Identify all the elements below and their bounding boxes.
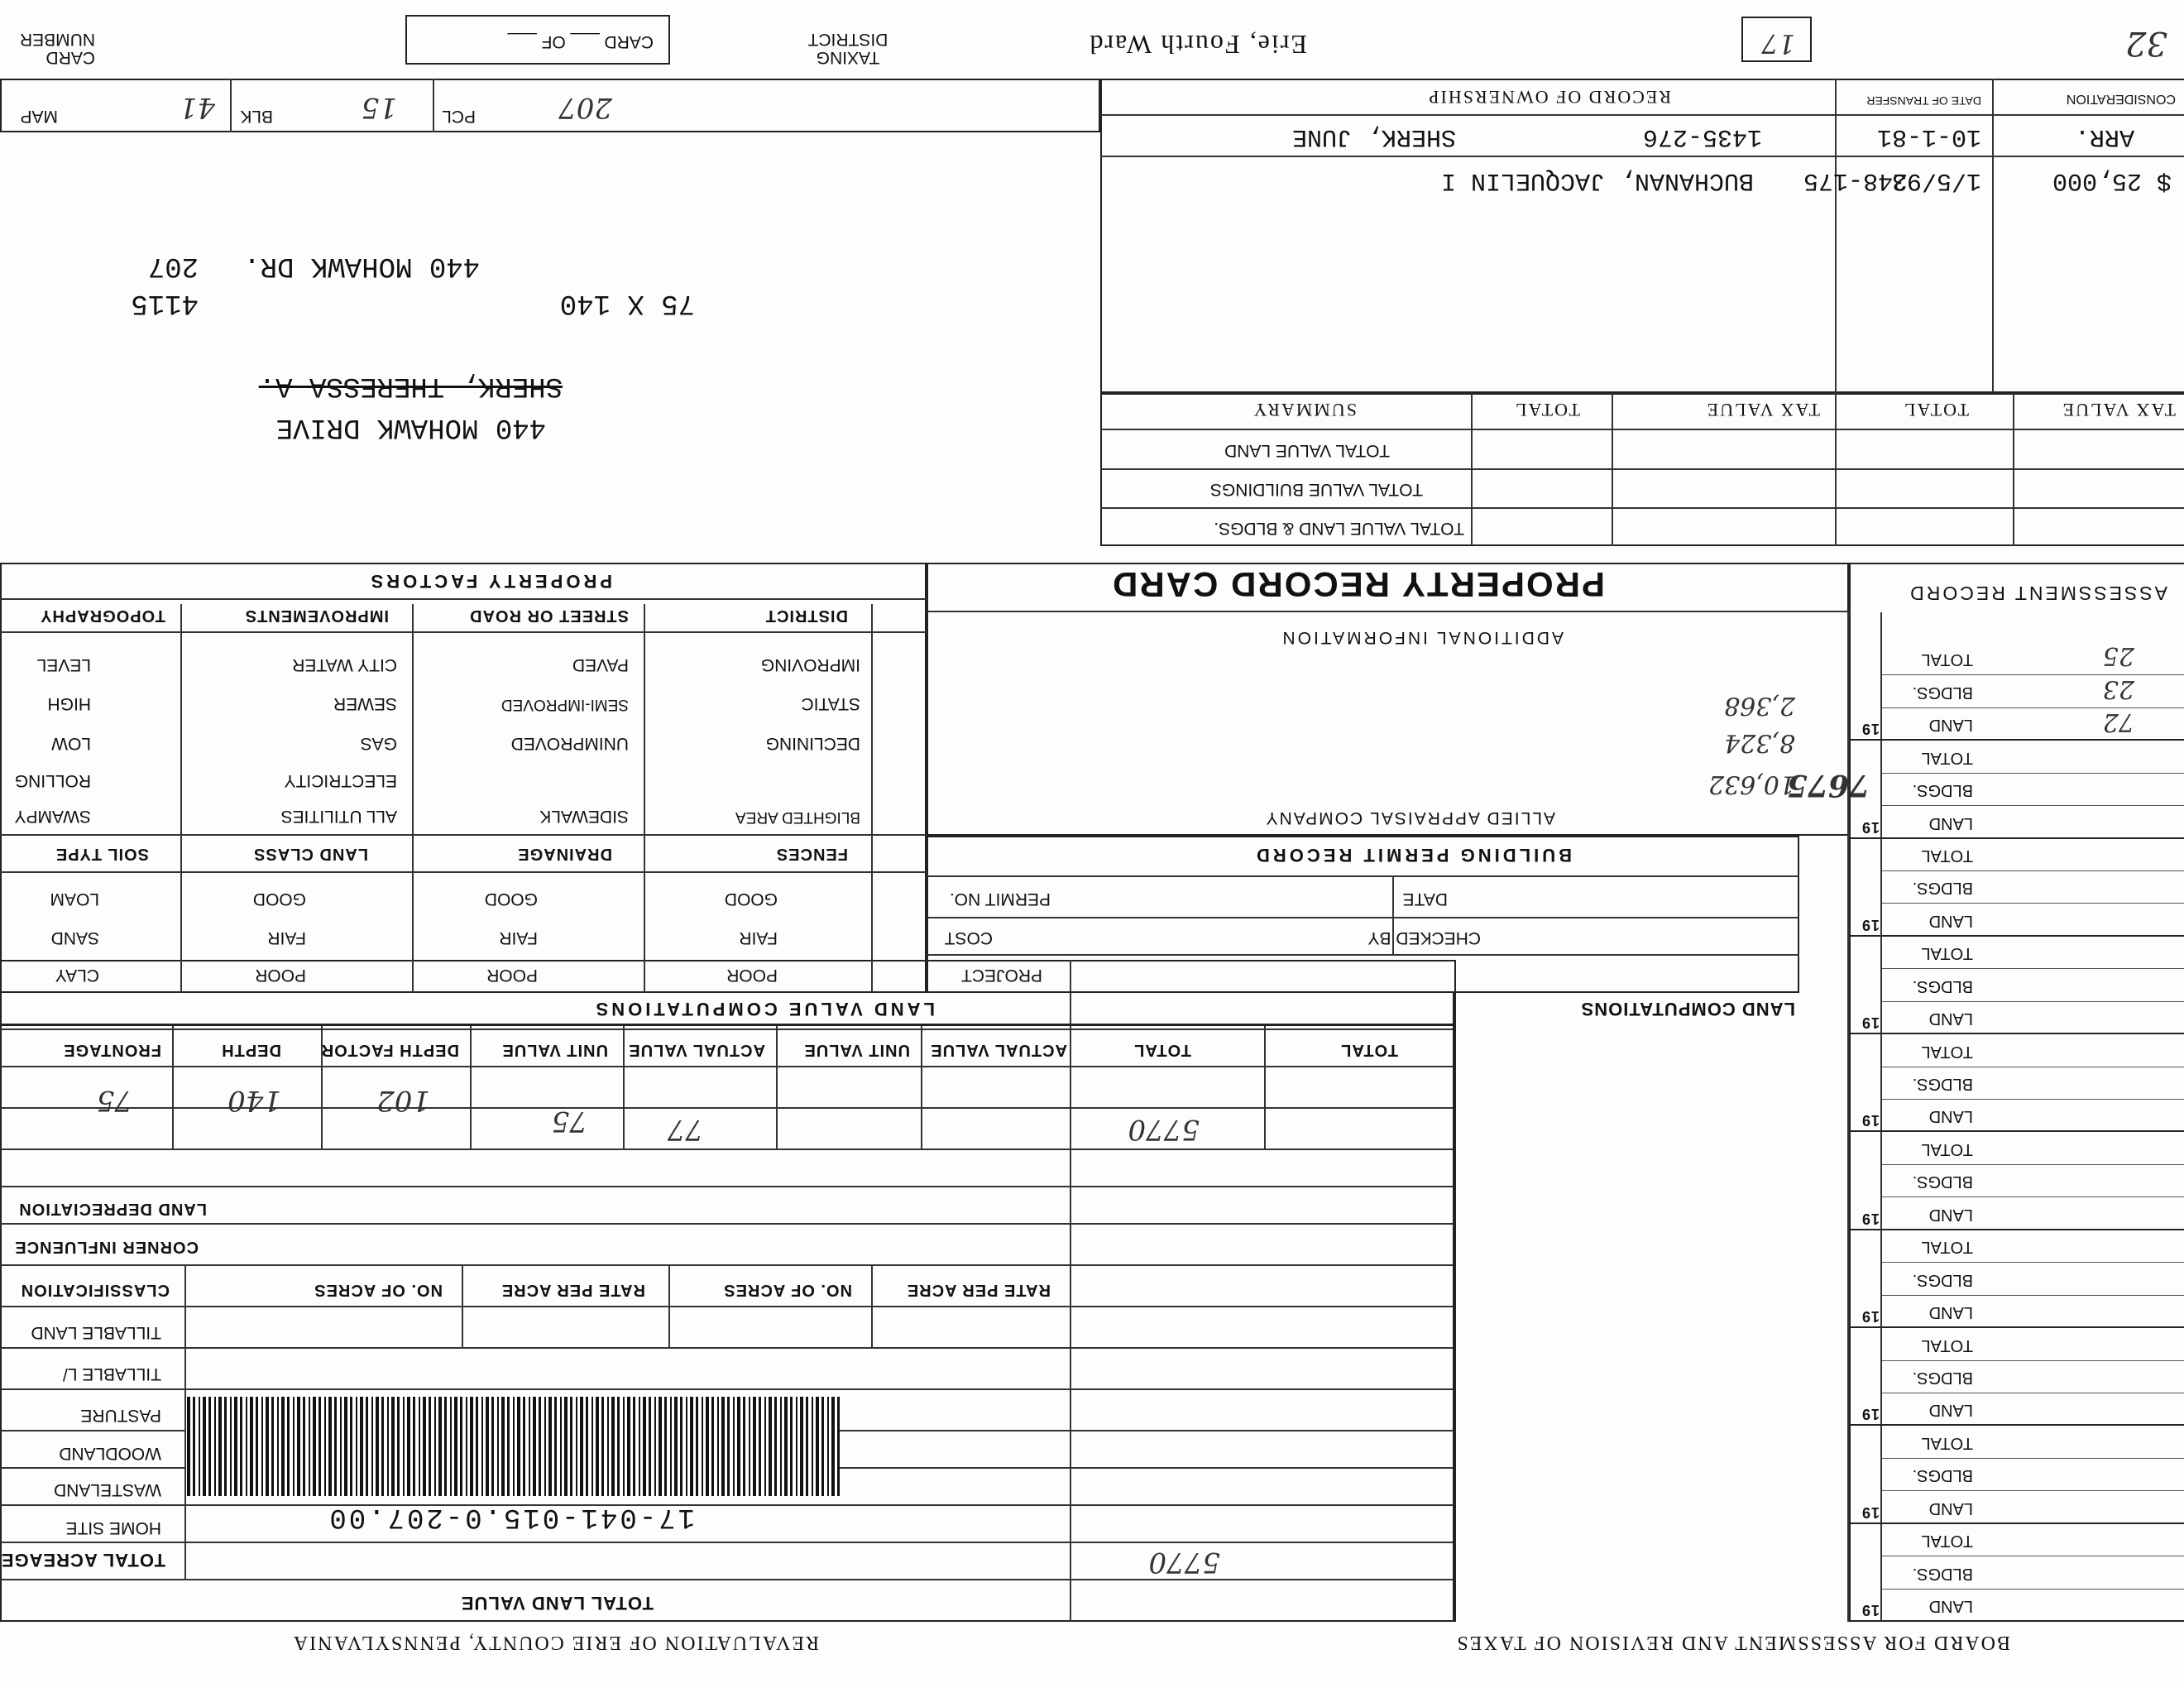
imp-electricity: ELECTRICITY: [284, 771, 397, 790]
topo-level: LEVEL: [36, 655, 91, 674]
assessment-row-label: LAND: [1928, 1303, 1973, 1322]
acres-header-2: NO. OF ACRES: [723, 1281, 852, 1299]
assessment-row-label: TOTAL: [1921, 1532, 1973, 1551]
summary-total-value-land-bldgs: TOTAL VALUE LAND & BLDGS.: [1214, 519, 1464, 538]
street-label: STREET OR ROAD: [469, 607, 629, 625]
assessment-row-line: [1882, 968, 2184, 969]
assessment-block-separator: [1849, 935, 2184, 937]
total-land-value-hw: 5770: [1148, 1546, 1220, 1579]
owner-entry-1-consideration: $ 25,000: [2052, 166, 2172, 194]
assessment-row-label: BLDGS.: [1912, 879, 1973, 898]
assessment-row-line: [1882, 1589, 2184, 1590]
assessment-row-line: [1882, 1295, 2184, 1296]
assessment-row-line: [1882, 773, 2184, 774]
assessment-row-label: LAND: [1928, 911, 1973, 930]
assessment-row-label: BLDGS.: [1912, 1075, 1973, 1094]
assessment-block-separator: [1849, 837, 2184, 839]
assessment-year-prefix: 19: [1861, 916, 1880, 933]
assessment-row-line: [1882, 1262, 2184, 1263]
parcel-id: 17-041-015.0-207.00: [327, 1501, 695, 1532]
hw-side-value: 7675: [1786, 768, 1870, 803]
hw-value-bldgs: 8,324: [1724, 728, 1795, 757]
allied-label: ALLIED APPRAISAL COMPANY: [1264, 808, 1555, 827]
owner-entry-2-consideration: ARR.: [2074, 122, 2134, 151]
card-number-label: CARD NUMBER: [19, 30, 95, 67]
parcel-number: 207: [147, 250, 199, 281]
row-pasture: PASTURE: [80, 1406, 161, 1425]
assessment-row-line: [1882, 1196, 2184, 1197]
permit-no-label: PERMIT NO.: [949, 890, 1051, 909]
assessment-row-label: LAND: [1928, 1009, 1973, 1029]
summary-tax-value-header-2: TAX VALUE: [2061, 400, 2176, 420]
imp-sewer: SEWER: [333, 694, 397, 713]
unit-value-header-2: UNIT VALUE: [803, 1041, 910, 1059]
assessment-row-line: [1882, 1001, 2184, 1002]
classification-header: CLASSIFICATION: [20, 1281, 170, 1299]
assessment-year-prefix: 19: [1861, 1406, 1880, 1423]
assessment-row-line: [1882, 1458, 2184, 1459]
taxing-district-label: TAXING DISTRICT: [807, 30, 888, 67]
assessment-row-label: BLDGS.: [1912, 683, 1973, 702]
taxing-district-value: Erie, Fourth Ward: [1088, 30, 1307, 60]
total-land-value-label: TOTAL LAND VALUE: [460, 1593, 654, 1614]
row-tillable-l: TILLABLE L/: [62, 1364, 161, 1383]
drainage-good: GOOD: [484, 890, 538, 909]
assessment-row-label: BLDGS.: [1912, 976, 1973, 995]
assessment-row-label: TOTAL: [1921, 1336, 1973, 1355]
actual-value-header: ACTUAL VALUE: [628, 1041, 765, 1059]
owner-entry-2-book: 1435-276: [1642, 122, 1762, 151]
ownership-title: RECORD OF OWNERSHIP: [1427, 87, 1671, 108]
assessment-row-label: BLDGS.: [1912, 1368, 1973, 1387]
assessment-block-separator: [1849, 1424, 2184, 1426]
acres-header-1: NO. OF ACRES: [314, 1281, 443, 1299]
row-wasteland: WASTELAND: [54, 1480, 161, 1499]
map-blk-pcl-row: [0, 79, 1100, 132]
rate-header-2: RATE PER ACRE: [906, 1281, 1051, 1299]
assessment-record-label: ASSESSMENT RECORD: [1908, 583, 2167, 604]
assessment-block-separator: [1849, 1131, 2184, 1133]
assessment-year-prefix: 19: [1861, 1503, 1880, 1521]
district-label: DISTRICT: [764, 607, 848, 625]
hw-assess-total: 25: [2102, 641, 2134, 670]
depth-value: 140: [228, 1084, 281, 1117]
assessment-year-prefix: 19: [1861, 1308, 1880, 1326]
summary-total-value-land: TOTAL VALUE LAND: [1224, 441, 1390, 460]
topography-label: TOPOGRAPHY: [40, 607, 165, 625]
additional-info-label: ADDITIONAL INFORMATION: [1280, 628, 1564, 647]
owner-entry-1-book: 248-175: [1803, 166, 1909, 194]
card-of-label: CARD ___ OF ___: [507, 32, 654, 51]
assessment-row-label: BLDGS.: [1912, 1466, 1973, 1485]
row-home-site: HOME SITE: [65, 1518, 161, 1537]
district-box-value: 17: [1761, 28, 1795, 60]
frontage-value: 75: [96, 1084, 132, 1117]
assessment-row-label: BLDGS.: [1912, 1270, 1973, 1289]
assessment-row-line: [1882, 1490, 2184, 1491]
row-tillable-land: TILLABLE LAND: [31, 1323, 161, 1342]
assessment-row-label: TOTAL: [1921, 1238, 1973, 1257]
map-value: 41: [179, 91, 215, 124]
property-record-card-title: PROPERTY RECORD CARD: [1111, 565, 1605, 604]
hw-value-land: 2,368: [1724, 691, 1795, 720]
assessment-year-prefix: 19: [1861, 818, 1880, 836]
drainage-fair: FAIR: [499, 928, 538, 947]
property-factors-title: PROPERTY FACTORS: [367, 571, 612, 592]
owner-entry-2-name: SHERK, JUNE: [1291, 122, 1456, 151]
district-declining: DECLINING: [765, 734, 860, 753]
assessment-block-separator: [1849, 739, 2184, 741]
assessment-row-label: TOTAL: [1921, 944, 1973, 963]
assessment-row-label: BLDGS.: [1912, 1172, 1973, 1192]
actual-value-header-2: ACTUAL VALUE: [930, 1041, 1067, 1059]
land-depreciation-label: LAND DEPRECIATION: [18, 1200, 207, 1218]
board-title: BOARD FOR ASSESSMENT AND REVISION OF TAXES: [1455, 1632, 2010, 1653]
assessment-row-line: [1882, 903, 2184, 904]
assessment-row-label: TOTAL: [1921, 748, 1973, 767]
topo-low: LOW: [51, 734, 91, 753]
assessment-row-line: [1882, 1360, 2184, 1361]
soil-clay: CLAY: [55, 966, 99, 985]
assessment-row-line: [1882, 1099, 2184, 1100]
improvements-label: IMPROVEMENTS: [244, 607, 389, 625]
fences-good: GOOD: [724, 890, 778, 909]
imp-all-utilities: ALL UTILITIES: [280, 807, 397, 826]
pcl-value: 207: [558, 91, 612, 124]
map-label: MAP: [20, 107, 58, 126]
hw-value-total: 10,632: [1708, 770, 1795, 798]
assessment-row-label: TOTAL: [1921, 650, 1973, 669]
assessment-row-label: TOTAL: [1921, 846, 1973, 866]
summary-total-header-1: TOTAL: [1514, 400, 1580, 420]
assessment-block-separator: [1849, 1620, 2184, 1622]
land-comp-divider: [1453, 993, 1456, 1622]
assessment-row-label: BLDGS.: [1912, 781, 1973, 800]
fences-poor: POOR: [726, 966, 778, 985]
pcl-label: PCL: [442, 107, 476, 126]
fences-fair: FAIR: [739, 928, 778, 947]
blk-value: 15: [361, 91, 397, 124]
assessment-row-line: [1882, 870, 2184, 871]
building-permit-title: BUILDING PERMIT RECORD: [1253, 845, 1572, 866]
hw-assess-land: 72: [2102, 707, 2134, 736]
assessment-row-line: [1882, 707, 2184, 708]
permit-cost-label: COST: [944, 928, 993, 947]
land-class-label: LAND CLASS: [253, 845, 368, 863]
district-improving: IMPROVING: [760, 655, 860, 674]
ward-code: 4115: [131, 287, 199, 319]
assessment-row-label: LAND: [1928, 1597, 1973, 1615]
assessment-row-label: TOTAL: [1921, 1042, 1973, 1061]
owner-name: SHERK, THERESSA A.: [258, 370, 563, 401]
row-woodland: WOODLAND: [59, 1444, 161, 1463]
street-paved: PAVED: [572, 655, 629, 674]
drainage-label: DRAINAGE: [517, 845, 612, 863]
topo-rolling: ROLLING: [14, 771, 91, 790]
imp-city-water: CITY WATER: [292, 655, 397, 674]
assessment-row-label: LAND: [1928, 1401, 1973, 1420]
soil-loam: LOAM: [50, 890, 99, 909]
district-static: STATIC: [801, 694, 860, 713]
assessment-year-prefix: 19: [1861, 1210, 1880, 1227]
owner-entry-1-name: BUCHANAN, JACQUELIN I: [1440, 166, 1754, 194]
topo-swampy: SWAMPY: [14, 807, 91, 826]
consideration-label: CONSIDERATION: [2066, 92, 2176, 106]
assessment-year-prefix: 19: [1861, 1602, 1880, 1618]
hw-assess-bldgs: 23: [2102, 674, 2134, 703]
assessment-block-separator: [1849, 1326, 2184, 1328]
assessment-block-separator: [1849, 1033, 2184, 1034]
owner-entry-1-date: 1/5/93: [1891, 166, 1981, 194]
frontage-header: FRONTAGE: [63, 1041, 161, 1059]
summary-total-value-buildings: TOTAL VALUE BUILDINGS: [1209, 480, 1423, 499]
permit-project-label: PROJECT: [960, 966, 1042, 985]
assessment-row-label: LAND: [1928, 1499, 1973, 1518]
assessment-block-separator: [1849, 1523, 2184, 1524]
street-semi-improved: SEMI-IMPROVED: [500, 696, 629, 713]
blk-label: BLK: [240, 107, 273, 126]
assessment-row-label: BLDGS.: [1912, 1564, 1973, 1583]
imp-gas: GAS: [360, 734, 397, 753]
depth-factor-value: 102: [376, 1084, 430, 1117]
date-of-transfer-label: DATE OF TRANSFER: [1866, 94, 1981, 108]
owner-entry-2-date: 10-1-81: [1876, 122, 1981, 151]
assessment-row-line: [1882, 805, 2184, 806]
drainage-poor: POOR: [486, 966, 538, 985]
revaluation-title: REVALUATION OF ERIE COUNTY, PENNSYLVANIA: [291, 1632, 819, 1653]
assessment-row-label: TOTAL: [1921, 1433, 1973, 1452]
assessment-block-separator: [1849, 1229, 2184, 1230]
unit-value-value: 75: [551, 1105, 587, 1138]
checked-by-label: CHECKED BY: [1367, 928, 1481, 947]
owner-address: 440 MOHAWK DRIVE: [275, 411, 546, 443]
assessment-row-label: LAND: [1928, 1107, 1973, 1126]
computations-title: LAND VALUE COMPUTATIONS: [592, 999, 935, 1019]
total-header-2: TOTAL: [1340, 1041, 1398, 1059]
rate-header-1: RATE PER ACRE: [500, 1281, 645, 1299]
soil-type-label: SOIL TYPE: [55, 845, 149, 863]
total-acreage-label: TOTAL ACREAGE: [0, 1550, 165, 1571]
permit-date-label: DATE: [1402, 890, 1448, 909]
street-sidewalk: SIDEWALK: [539, 807, 629, 826]
street-unimproved: UNIMPROVED: [510, 734, 629, 753]
assessment-row-label: LAND: [1928, 1205, 1973, 1224]
assessment-year-prefix: 19: [1861, 1112, 1880, 1129]
actual-value-value: 77: [667, 1113, 703, 1146]
summary-header: SUMMARY: [1252, 400, 1357, 420]
summary-total-header-2: TOTAL: [1903, 400, 1969, 420]
summary-tax-value-header-1: TAX VALUE: [1705, 400, 1820, 420]
total-value-hw: 5770: [1128, 1113, 1200, 1146]
land-class-poor: POOR: [255, 966, 306, 985]
assessment-year-prefix: 19: [1861, 721, 1880, 738]
assessment-row-line: [1882, 674, 2184, 675]
unit-value-header: UNIT VALUE: [501, 1041, 608, 1059]
topo-high: HIGH: [47, 694, 91, 713]
assessment-year-prefix: 19: [1861, 1014, 1880, 1032]
land-computations-label: LAND COMPUTATIONS: [1580, 999, 1795, 1019]
property-address: 440 MOHAWK DR.: [243, 250, 480, 281]
assessment-row-label: LAND: [1928, 716, 1973, 735]
district-blighted: BLIGHTED AREA: [735, 808, 860, 826]
land-class-good: GOOD: [252, 890, 306, 909]
assessment-row-label: TOTAL: [1921, 1139, 1973, 1158]
total-header-1: TOTAL: [1133, 1041, 1191, 1059]
land-class-fair: FAIR: [267, 928, 306, 947]
depth-header: DEPTH: [221, 1041, 281, 1059]
soil-sand: SAND: [50, 928, 99, 947]
assessment-row-line: [1882, 1164, 2184, 1165]
barcode-icon: [186, 1397, 840, 1496]
depth-factor-header: DEPTH FACTOR: [320, 1041, 459, 1059]
page-handwritten-number: 32: [2125, 24, 2167, 62]
lot-dimensions: 75 X 140: [559, 287, 695, 319]
fences-label: FENCES: [775, 845, 848, 863]
corner-influence-label: CORNER INFLUENCE: [14, 1238, 199, 1256]
property-factors-section: [0, 563, 927, 993]
assessment-row-label: LAND: [1928, 813, 1973, 832]
